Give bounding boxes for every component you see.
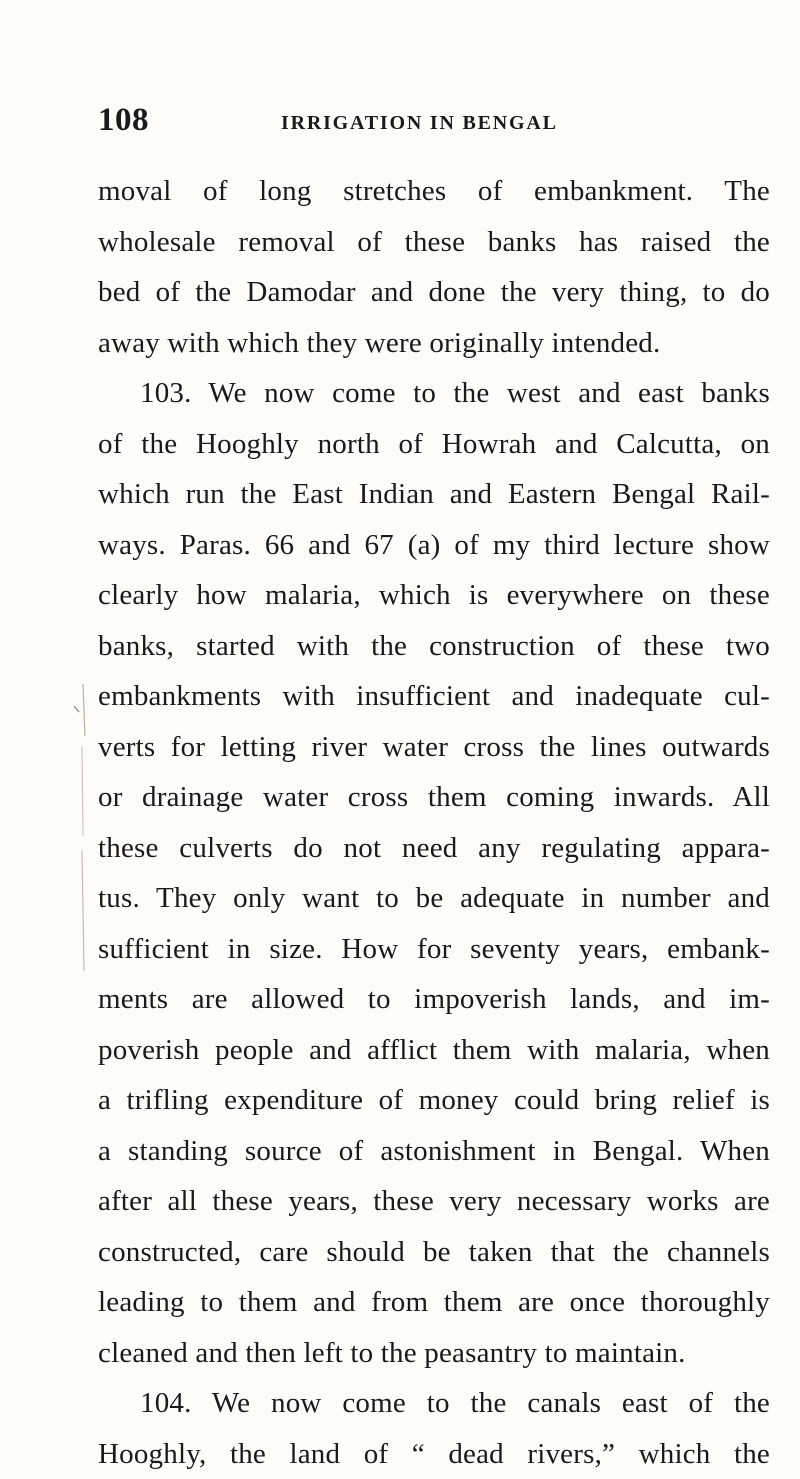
text-line: a trifling expenditure of money could bring relief is (98, 1075, 770, 1126)
text-line: leading to them and from them are once thoroughly (98, 1277, 770, 1328)
text-line: sufficient in size. How for seventy years, embank- (98, 924, 770, 975)
text-line: verts for letting river water cross the lines outwards (98, 722, 770, 773)
text-line: tus. They only want to be adequate in number and (98, 873, 770, 924)
page-number: 108 (98, 102, 149, 139)
text-line: away with which they were originally intended. (98, 318, 770, 369)
text-line: or drainage water cross them coming inwards. All (98, 772, 770, 823)
text-line: bed of the Damodar and done the very thing, to do (98, 267, 770, 318)
body-text (98, 166, 770, 1479)
text-line: ways. Paras. 66 and 67 (a) of my third lecture show (98, 520, 770, 571)
text-line: which run the East Indian and Eastern Bengal Rail- (98, 469, 770, 520)
text-line: ments are allowed to impoverish lands, and im- (98, 974, 770, 1025)
text-line: of the Hooghly north of Howrah and Calcutta, on (98, 419, 770, 470)
text-line: a standing source of astonishment in Bengal. When (98, 1126, 770, 1177)
page-header (98, 100, 718, 144)
text-line: poverish people and afflict them with malaria, when (98, 1025, 770, 1076)
text-line: wholesale removal of these banks has raised the (98, 217, 770, 268)
text-line: cleaned and then left to the peasantry to maintain. (98, 1328, 770, 1379)
text-line: moval of long stretches of embankment. The (98, 166, 770, 217)
text-line: constructed, care should be taken that the channels (98, 1227, 770, 1278)
running-title: IRRIGATION IN BENGAL (281, 112, 558, 135)
text-line: after all these years, these very necessary works are (98, 1176, 770, 1227)
paragraph-103-start: 103. We now come to the west and east banks (98, 368, 770, 419)
text-line: these culverts do not need any regulating appara- (98, 823, 770, 874)
text-line: banks, started with the construction of these two (98, 621, 770, 672)
text-line: clearly how malaria, which is everywhere on these (98, 570, 770, 621)
margin-pencil-mark (73, 676, 87, 976)
paragraph-104-start: 104. We now come to the canals east of the (98, 1378, 770, 1429)
text-line: embankments with insufficient and inadequate cul- (98, 671, 770, 722)
text-line: Hooghly, the land of “ dead rivers,” which the (98, 1429, 770, 1479)
